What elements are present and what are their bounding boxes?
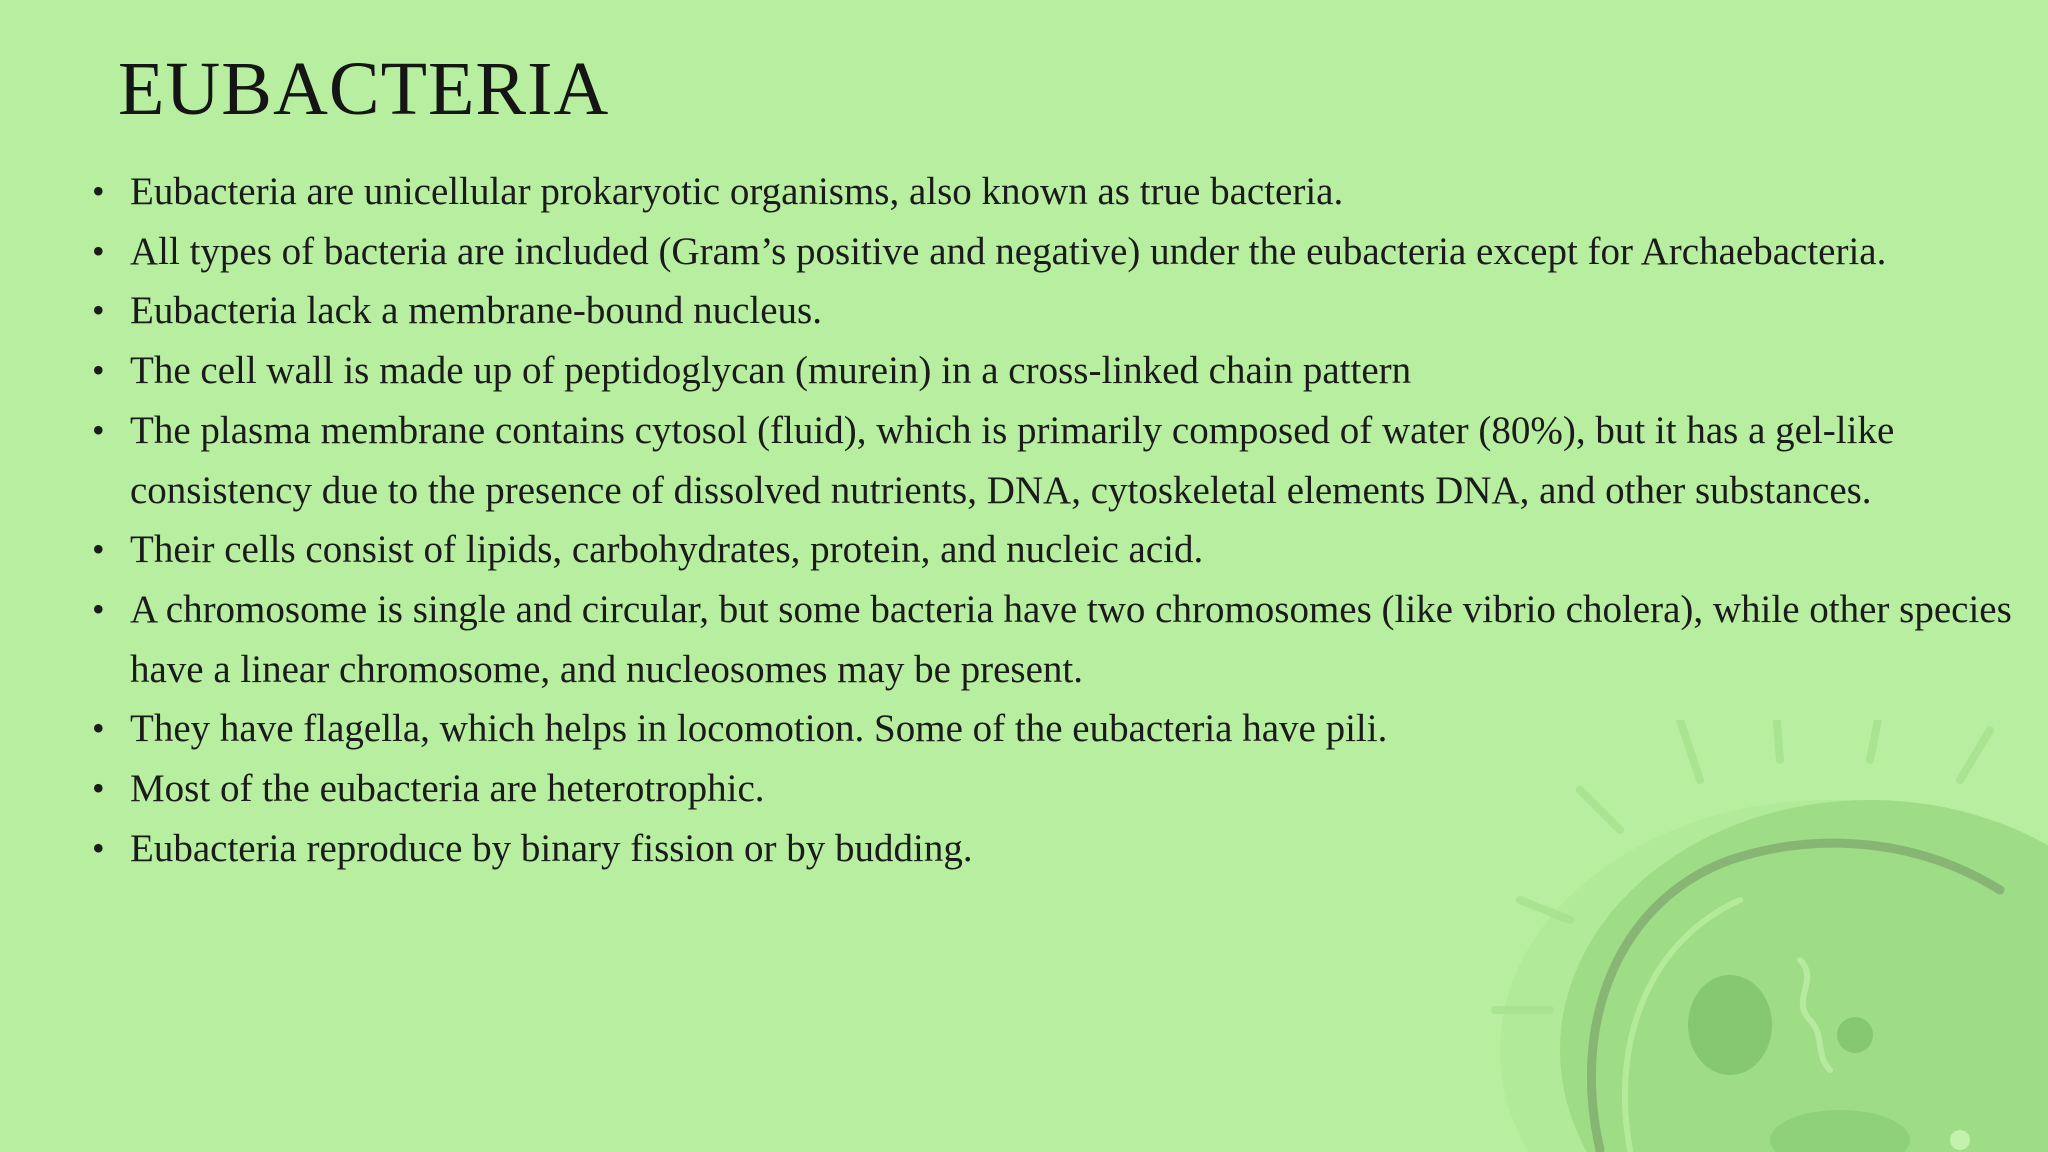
bullet-item [92, 819, 2012, 879]
bullet-list [92, 162, 2012, 878]
bullet-marker: • [92, 827, 105, 868]
bullet-item [92, 759, 2012, 819]
bullet-marker: • [92, 350, 105, 391]
bullet-item [92, 699, 2012, 759]
bullet-item [92, 281, 2012, 341]
bullet-marker: • [92, 588, 105, 629]
bullet-marker: • [92, 529, 105, 570]
bullet-item [92, 520, 2012, 580]
bullet-marker: • [92, 230, 105, 271]
bullet-text: Most of the eubacteria are heterotrophic. [130, 767, 765, 811]
bullet-text: Their cells consist of lipids, carbohydrates, protein, and nucleic acid. [130, 528, 1204, 572]
bullet-item [92, 580, 2012, 699]
bullet-text: They have flagella, which helps in locomotion. Some of the eubacteria have pili. [130, 707, 1388, 751]
bullet-marker: • [92, 768, 105, 809]
bullet-text: Eubacteria lack a membrane-bound nucleus. [130, 289, 822, 333]
bullet-marker: • [92, 171, 105, 211]
bullet-marker: • [92, 409, 105, 450]
bullet-item [92, 162, 2012, 222]
bullet-marker: • [92, 290, 105, 331]
bullet-marker: • [92, 708, 105, 749]
bullet-text: The cell wall is made up of peptidoglycan (murein) in a cross-linked chain pattern [130, 349, 1412, 393]
bullet-text: The plasma membrane contains cytosol (fluid), which is primarily composed of water (80%), but it has a gel-like consistency due to the presence of dissolved nutrients, DNA, cytoskeletal elements DNA, and other substances. [130, 408, 1895, 512]
bullet-item [92, 222, 2012, 282]
bullet-text: All types of bacteria are included (Gram’s positive and negative) under the eubacteria except for Archaebacteria. [130, 229, 1887, 273]
slide-title: EUBACTERIA [118, 47, 610, 131]
bullet-item [92, 341, 2012, 401]
bullet-text: Eubacteria reproduce by binary fission or by budding. [130, 826, 973, 870]
bullet-item [92, 401, 2012, 520]
bullet-text: A chromosome is single and circular, but some bacteria have two chromosomes (like vibrio cholera), while other species have a linear chromosome, and nucleosomes may be present. [130, 587, 2012, 691]
bullet-text: Eubacteria are unicellular prokaryotic organisms, also known as true bacteria. [130, 170, 1344, 213]
